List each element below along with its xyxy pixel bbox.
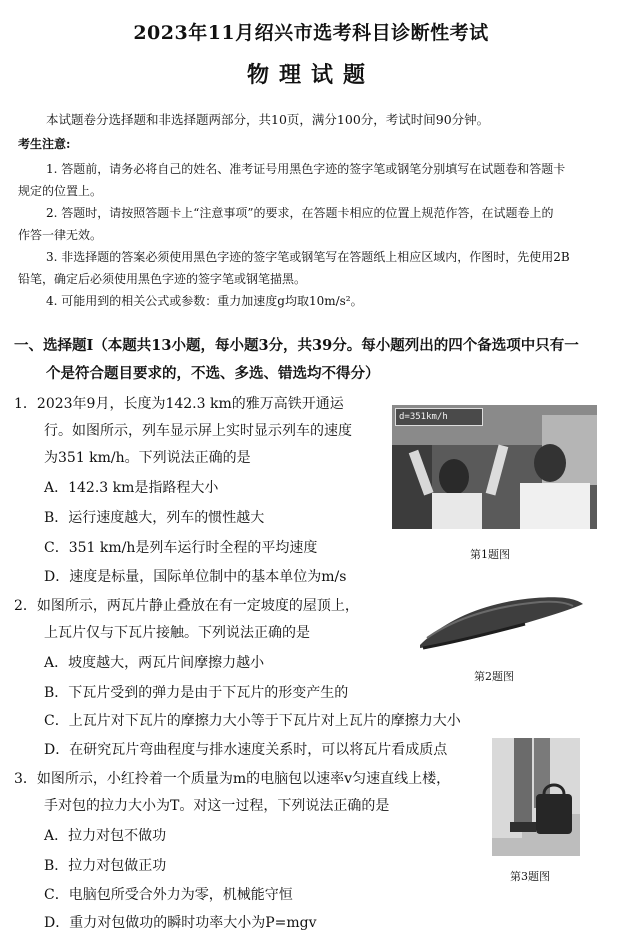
stairs-bag-illustration [492, 738, 580, 856]
q1-train-photo [392, 405, 597, 529]
q3-stem-line1: 3．如图所示，小红拎着一个质量为m的电脑包以速率v匀速直线上楼， [14, 771, 451, 787]
q1-stem-line3: 为351 km/h。下列说法正确的是 [44, 450, 251, 466]
note-4: 4. 可能用到的相关公式或参数：重力加速度g均取10m/s²。 [46, 294, 363, 308]
exam-title: 2023年11月绍兴市选考科目诊断性考试 [133, 22, 489, 44]
note-2-line2: 作答一律无效。 [18, 228, 103, 242]
note-1-line2: 规定的位置上。 [18, 184, 103, 198]
q3-stairs-photo [492, 738, 580, 856]
speed-display-panel [395, 408, 483, 426]
q1-stem-line2: 行。如图所示，列车显示屏上实时显示列车的速度 [44, 423, 352, 439]
note-1-line1: 1. 答题前，请务必将自己的姓名、准考证号用黑色字迹的签字笔或钢笔分别填写在试题卷和答题卡 [46, 162, 566, 176]
q2-tiles-photo [415, 590, 585, 652]
q3-option-d: D．重力对包做功的瞬时功率大小为P=mgv [44, 915, 317, 931]
q3-figure-caption: 第3题图 [510, 870, 550, 883]
q2-figure-caption: 第2题图 [474, 670, 514, 683]
subject-title: 物理试题 [246, 62, 375, 88]
q2-option-a: A．坡度越大，两瓦片间摩擦力越小 [44, 655, 265, 671]
intro-text: 本试题卷分选择题和非选择题两部分，共10页，满分100分，考试时间90分钟。 [46, 112, 490, 127]
notes-heading: 考生注意: [18, 137, 71, 151]
q3-stem-line2: 手对包的拉力大小为T。对这一过程，下列说法正确的是 [44, 798, 390, 814]
q1-figure-caption: 第1题图 [470, 548, 510, 561]
q3-option-b: B．拉力对包做正功 [44, 858, 167, 874]
q1-option-d: D．速度是标量，国际单位制中的基本单位为m/s [44, 569, 347, 585]
q1-option-a: A．142.3 km是指路程大小 [44, 480, 219, 496]
section-line1: 一、选择题Ⅰ（本题共13小题，每小题3分，共39分。每小题列出的四个备选项中只有一 [14, 337, 579, 354]
note-3-line2: 铅笔，确定后必须使用黑色字迹的签字笔或钢笔描黑。 [18, 272, 307, 286]
q2-option-d: D．在研究瓦片弯曲程度与排水速度关系时，可以将瓦片看成质点 [44, 742, 448, 758]
section-line2: 个是符合题目要求的，不选、多选、错选均不得分） [46, 365, 380, 382]
roof-tiles-illustration [415, 590, 585, 652]
q1-option-c: C．351 km/h是列车运行时全程的平均速度 [44, 540, 318, 556]
speed-display-text: d=351km/h [399, 412, 448, 422]
q2-option-b: B．下瓦片受到的弹力是由于下瓦片的形变产生的 [44, 685, 349, 701]
note-2-line1: 2. 答题时，请按照答题卡上“注意事项”的要求，在答题卡相应的位置上规范作答，在试题卷上的 [46, 206, 554, 220]
q1-stem-line1: 1．2023年9月，长度为142.3 km的雅万高铁开通运 [14, 396, 344, 412]
q2-stem-line2: 上瓦片仅与下瓦片接触。下列说法正确的是 [44, 625, 310, 641]
q2-option-c: C．上瓦片对下瓦片的摩擦力大小等于下瓦片对上瓦片的摩擦力大小 [44, 713, 461, 729]
q3-option-a: A．拉力对包不做功 [44, 828, 167, 844]
q3-option-c: C．电脑包所受合外力为零，机械能守恒 [44, 887, 293, 903]
q2-stem-line1: 2．如图所示，两瓦片静止叠放在有一定坡度的屋顶上， [14, 598, 359, 614]
q1-option-b: B．运行速度越大，列车的惯性越大 [44, 510, 265, 526]
note-3-line1: 3. 非选择题的答案必须使用黑色字迹的签字笔或钢笔写在答题纸上相应区域内，作图时，先使用2B [46, 250, 570, 264]
